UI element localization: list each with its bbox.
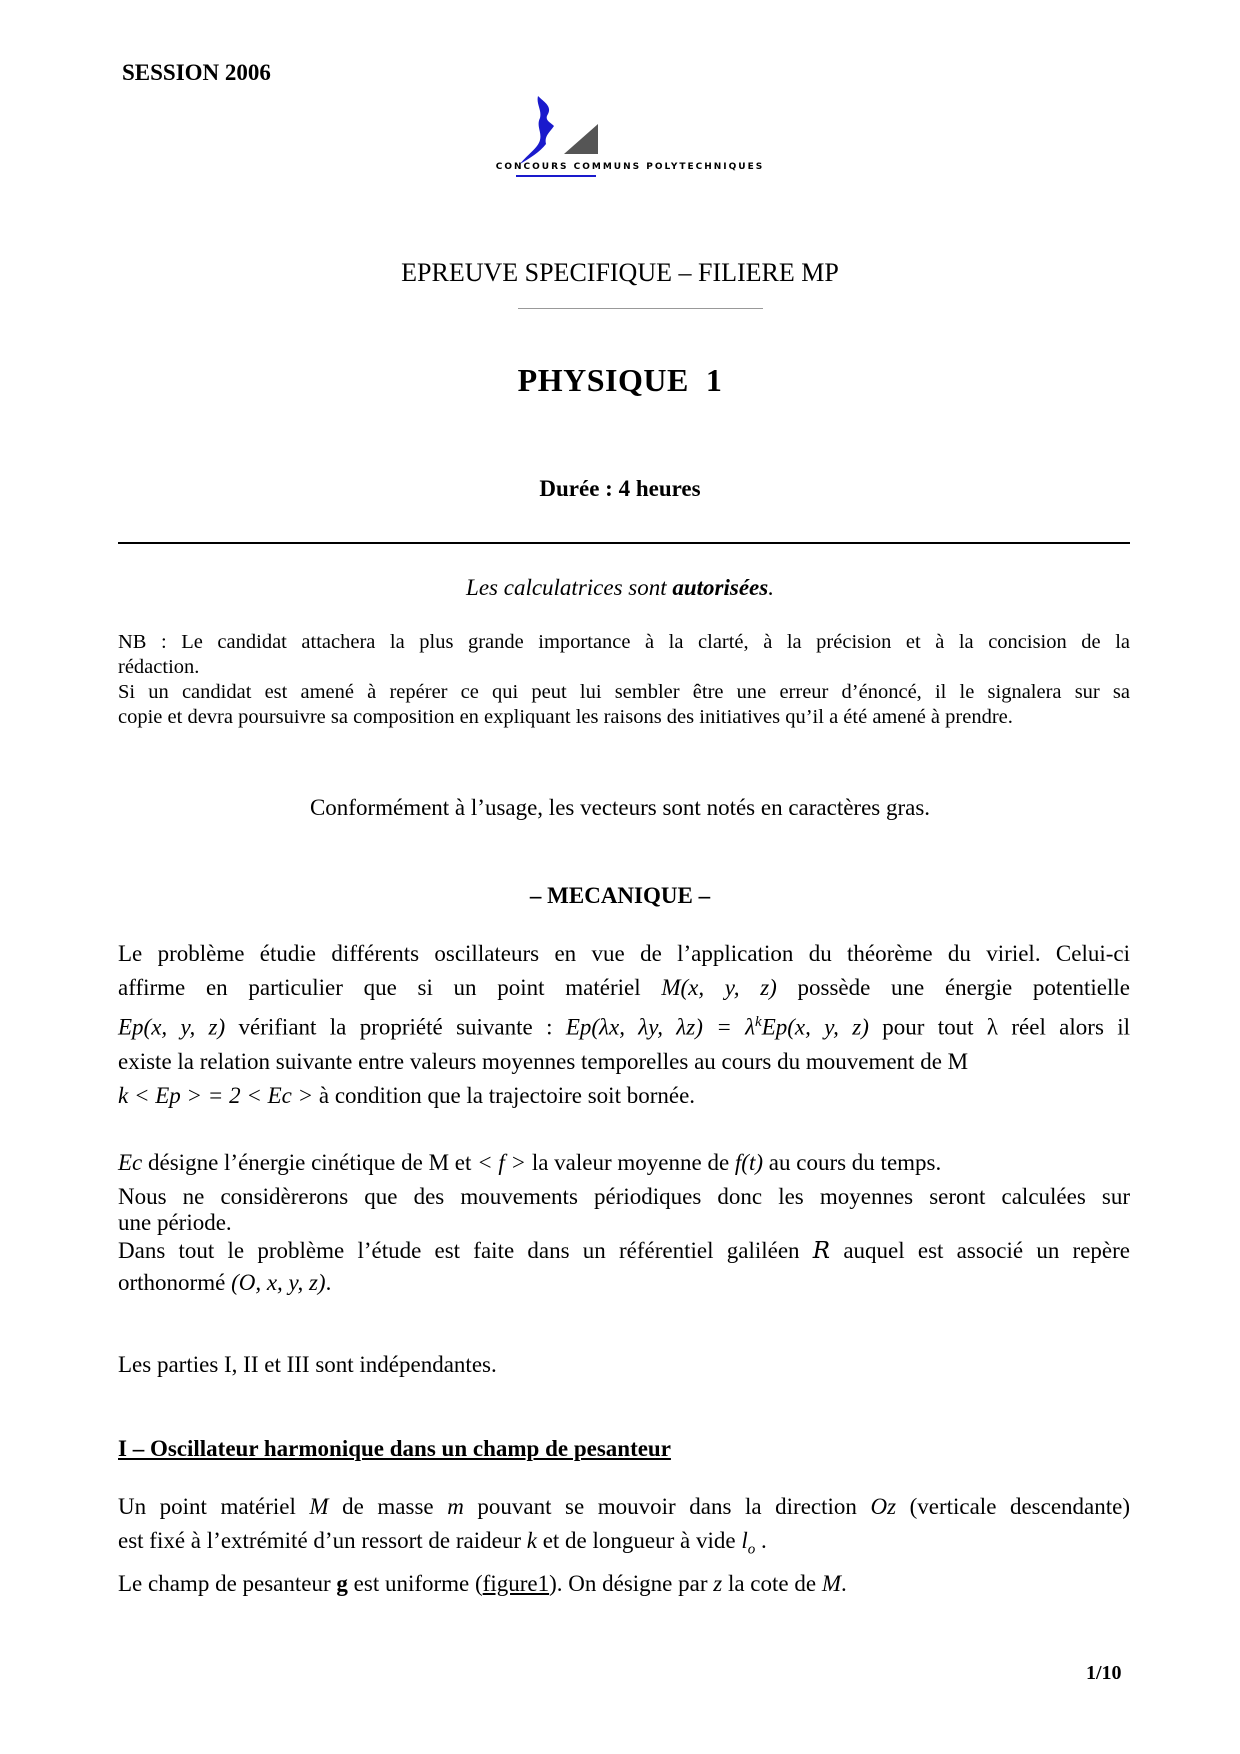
session-label: SESSION 2006 (122, 60, 271, 85)
math-mass: m (447, 1494, 464, 1519)
def-line-4 (118, 1236, 1130, 1266)
text: pouvant se mouvoir dans la direction (463, 1494, 871, 1519)
def-line-5 (118, 1266, 1130, 1300)
math-k: k (526, 1528, 537, 1553)
def-line-1 (118, 1146, 1130, 1180)
calc-suffix: . (768, 575, 774, 600)
math-ec: Ec (118, 1150, 143, 1175)
figure1-link[interactable]: figure1 (482, 1570, 550, 1596)
text: Le champ de pesanteur (118, 1570, 337, 1596)
definitions-paragraph (118, 1146, 1130, 1300)
text: Dans tout le problème l’étude est faite dans un référentiel galiléen (118, 1238, 813, 1263)
nb-line-4: copie et devra poursuivre sa composition en expliquant les raisons des initiatives qu’il a été amené à prendre. (118, 706, 1013, 728)
text: Un point matériel (118, 1494, 310, 1519)
math-exponent-k: k (755, 1014, 762, 1030)
math-virial: k < Ep > = 2 < Ec > (118, 1082, 314, 1108)
math-m: M (309, 1494, 329, 1519)
intro-line-5 (118, 1079, 1130, 1113)
text: ). On désigne par (549, 1570, 714, 1596)
nb-line-1: NB : Le candidat attachera la plus grande importance à la clarté, à la précision et à la concision de la (118, 631, 1130, 653)
math-z: z (713, 1570, 723, 1596)
nb-line-3: Si un candidat est amené à repérer ce qui peut lui sembler être une erreur d’énoncé, il le signalera sur sa (118, 681, 1130, 703)
intro-line-3 (118, 1005, 1130, 1045)
math-ep-xyz: Ep(x, y, z) (118, 1014, 226, 1040)
calculator-notice (0, 575, 1240, 601)
title-underline (518, 308, 763, 309)
text: est fixé à l’extrémité d’un ressort de raideur (118, 1528, 527, 1553)
text: de masse (328, 1494, 448, 1519)
text: à condition que la trajectoire soit bornée. (313, 1082, 696, 1108)
text: auquel est associé un repère (830, 1238, 1130, 1263)
nb-line-2: rédaction. (118, 656, 200, 678)
text: et de longueur à vide (536, 1528, 742, 1553)
text: la cote de (722, 1570, 822, 1596)
part1-line-3 (118, 1567, 1130, 1601)
logo-text: CONCOURS COMMUNS POLYTECHNIQUES (495, 162, 765, 172)
vector-notation-note: Conformément à l’usage, les vecteurs sont notés en caractères gras. (309, 795, 931, 820)
def-line-2: Nous ne considèrerons que des mouvements périodiques donc les moyennes seront calculées sur (118, 1184, 1130, 1209)
text: (verticale descendante) (896, 1494, 1130, 1519)
math-m-2: M (821, 1570, 841, 1596)
page-number: 1/10 (1086, 1662, 1122, 1684)
calc-prefix: Les calculatrices sont (466, 575, 673, 600)
text: vérifiant la propriété suivante : (225, 1014, 566, 1040)
math-f-mean: < f > (477, 1150, 527, 1175)
section-title: – MECANIQUE – (529, 883, 711, 908)
nb-notice (118, 630, 1130, 730)
text: . (841, 1570, 847, 1596)
ccp-logo (470, 96, 790, 202)
epreuve-title: EPREUVE SPECIFIQUE – FILIERE MP (401, 258, 839, 287)
def-line-3: une période. (118, 1210, 232, 1235)
text: au cours du temps. (763, 1150, 942, 1175)
text: affirme en particulier que si un point matériel (118, 975, 662, 1000)
math-ep-lambda: Ep(λx, λy, λz) = λ (565, 1014, 756, 1040)
intro-line-1: Le problème étudie différents oscillateurs en vue de l’application du théorème du viriel. Celui-ci (118, 941, 1130, 966)
math-oz: Oz (870, 1494, 897, 1519)
parties-note: Les parties I, II et III sont indépendantes. (118, 1352, 497, 1377)
part1-paragraph (118, 1490, 1130, 1601)
duration: Durée : 4 heures (539, 476, 701, 501)
math-ep-xyz-2: Ep(x, y, z) (761, 1014, 869, 1040)
text: orthonormé (118, 1270, 232, 1295)
ccp-logo-graphic (470, 96, 790, 202)
intro-paragraph (118, 937, 1130, 1113)
part1-line-2 (118, 1524, 1130, 1567)
math-f-t: f(t) (734, 1150, 764, 1175)
text: pour tout λ réel alors il (868, 1014, 1131, 1040)
vector-g: g (336, 1570, 348, 1596)
math-ref-r: R (812, 1238, 831, 1264)
math-oxyz: (O, x, y, z) (231, 1270, 326, 1295)
part1-heading: I – Oscillateur harmonique dans un champ de pesanteur (118, 1436, 671, 1461)
divider (118, 542, 1130, 544)
math-m-xyz: M(x, y, z) (661, 975, 777, 1000)
text: possède une énergie potentielle (776, 975, 1131, 1000)
intro-line-2 (118, 971, 1130, 1005)
subject-title: PHYSIQUE 1 (517, 362, 723, 398)
calc-bold: autorisées (672, 575, 769, 600)
text: est uniforme ( (347, 1570, 483, 1596)
text: désigne l’énergie cinétique de M et (142, 1150, 478, 1175)
intro-line-4: existe la relation suivante entre valeurs moyennes temporelles au cours du mouvement de M (118, 1048, 969, 1074)
part1-line-1 (118, 1490, 1130, 1524)
text: la valeur moyenne de (526, 1150, 735, 1175)
math-lo-sub: o (747, 1541, 756, 1558)
text: . (325, 1270, 332, 1295)
math-lo: l (741, 1528, 748, 1553)
text: . (755, 1528, 767, 1553)
